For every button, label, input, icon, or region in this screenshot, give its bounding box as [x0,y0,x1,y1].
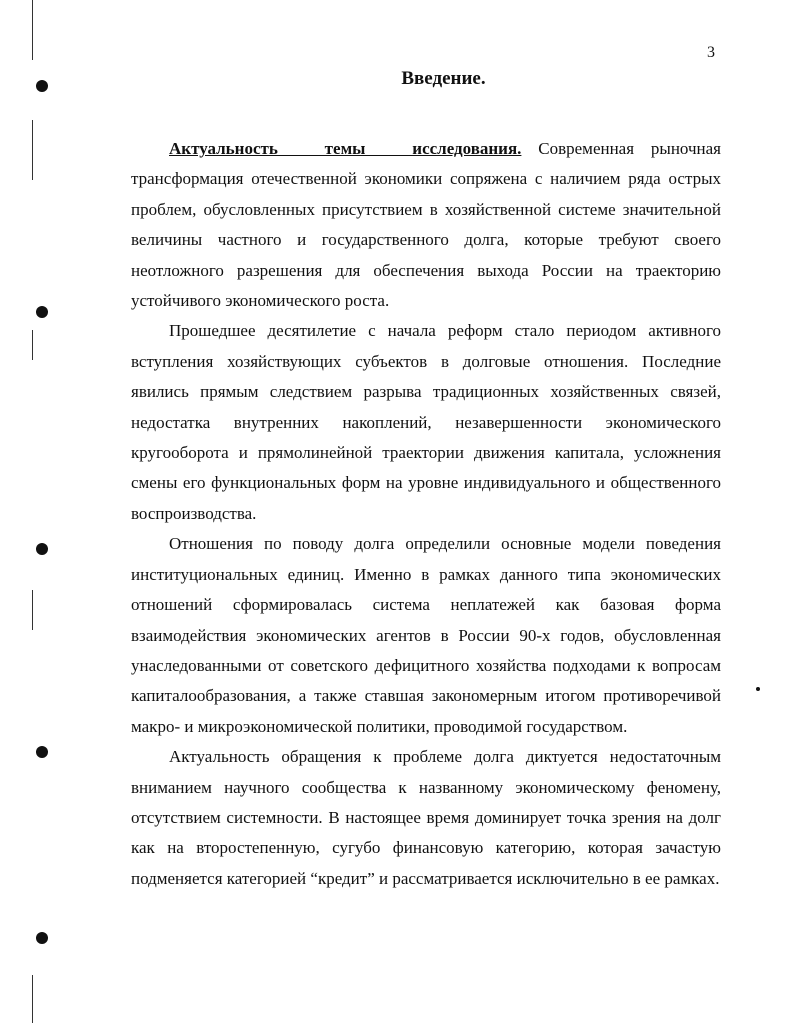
scan-edge-line [32,590,33,630]
page-title: Введение. [401,68,486,89]
scan-speck [756,687,760,691]
punch-hole-mark [36,932,48,944]
punch-hole-mark [36,306,48,318]
section-lead-heading: Актуальность темы исследования. [169,139,522,158]
scan-edge-line [32,120,33,180]
punch-hole-mark [36,543,48,555]
paragraph-debt-relations: Отношения по поводу долга определили основные модели поведения институциональных единиц. Именно в рамках данного типа экономических отношений сформировалась система неплатежей как базовая форма взаимодействия экономических агентов в России 90-х годов, обусловленная унаследованными от советского дефицитного хозяйства подходами к вопросам капиталообразования, а также ставшая закономерным итогом противоречивой макро- и микроэкономической политики, проводимой государством. [131,534,721,736]
page-number: 3 [707,44,715,61]
punch-hole-mark [36,746,48,758]
paragraph-debt-research: Актуальность обращения к проблеме долга диктуется недостаточным вниманием научного сообщества к названному экономическому феномену, отсутствием системности. В настоящее время доминирует точка зрения на долг как на второстепенную, сугубо финансовую категорию, которая зачастую подменяется категорией “кредит” и рассматривается исключительно в ее рамках. [131,747,721,888]
scan-edge-line [32,330,33,360]
body-text [131,134,721,894]
scan-edge-line [32,975,33,1023]
scan-edge-line [32,0,33,60]
paragraph-reforms: Прошедшее десятилетие с начала реформ стало периодом активного вступления хозяйствующих субъектов в долговые отношения. Последние явились прямым следствием разрыва традиционных хозяйственных связей, недостатка внутренних накоплений, незавершенности экономического кругооборота и прямолинейной траектории движения капитала, усложнения смены его функциональных форм на уровне индивидуального и общественного воспроизводства. [131,321,721,523]
paragraph-relevance [131,134,721,316]
paragraph-text: Современная рыночная трансформация отечественной экономики сопряжена с наличием ряда острых проблем, обусловленных присутствием в хозяйственной системе значительной величины частного и государственного долга, которые требуют своего неотложного разрешения для обеспечения выхода России на траекторию устойчивого экономического роста. [131,139,721,311]
